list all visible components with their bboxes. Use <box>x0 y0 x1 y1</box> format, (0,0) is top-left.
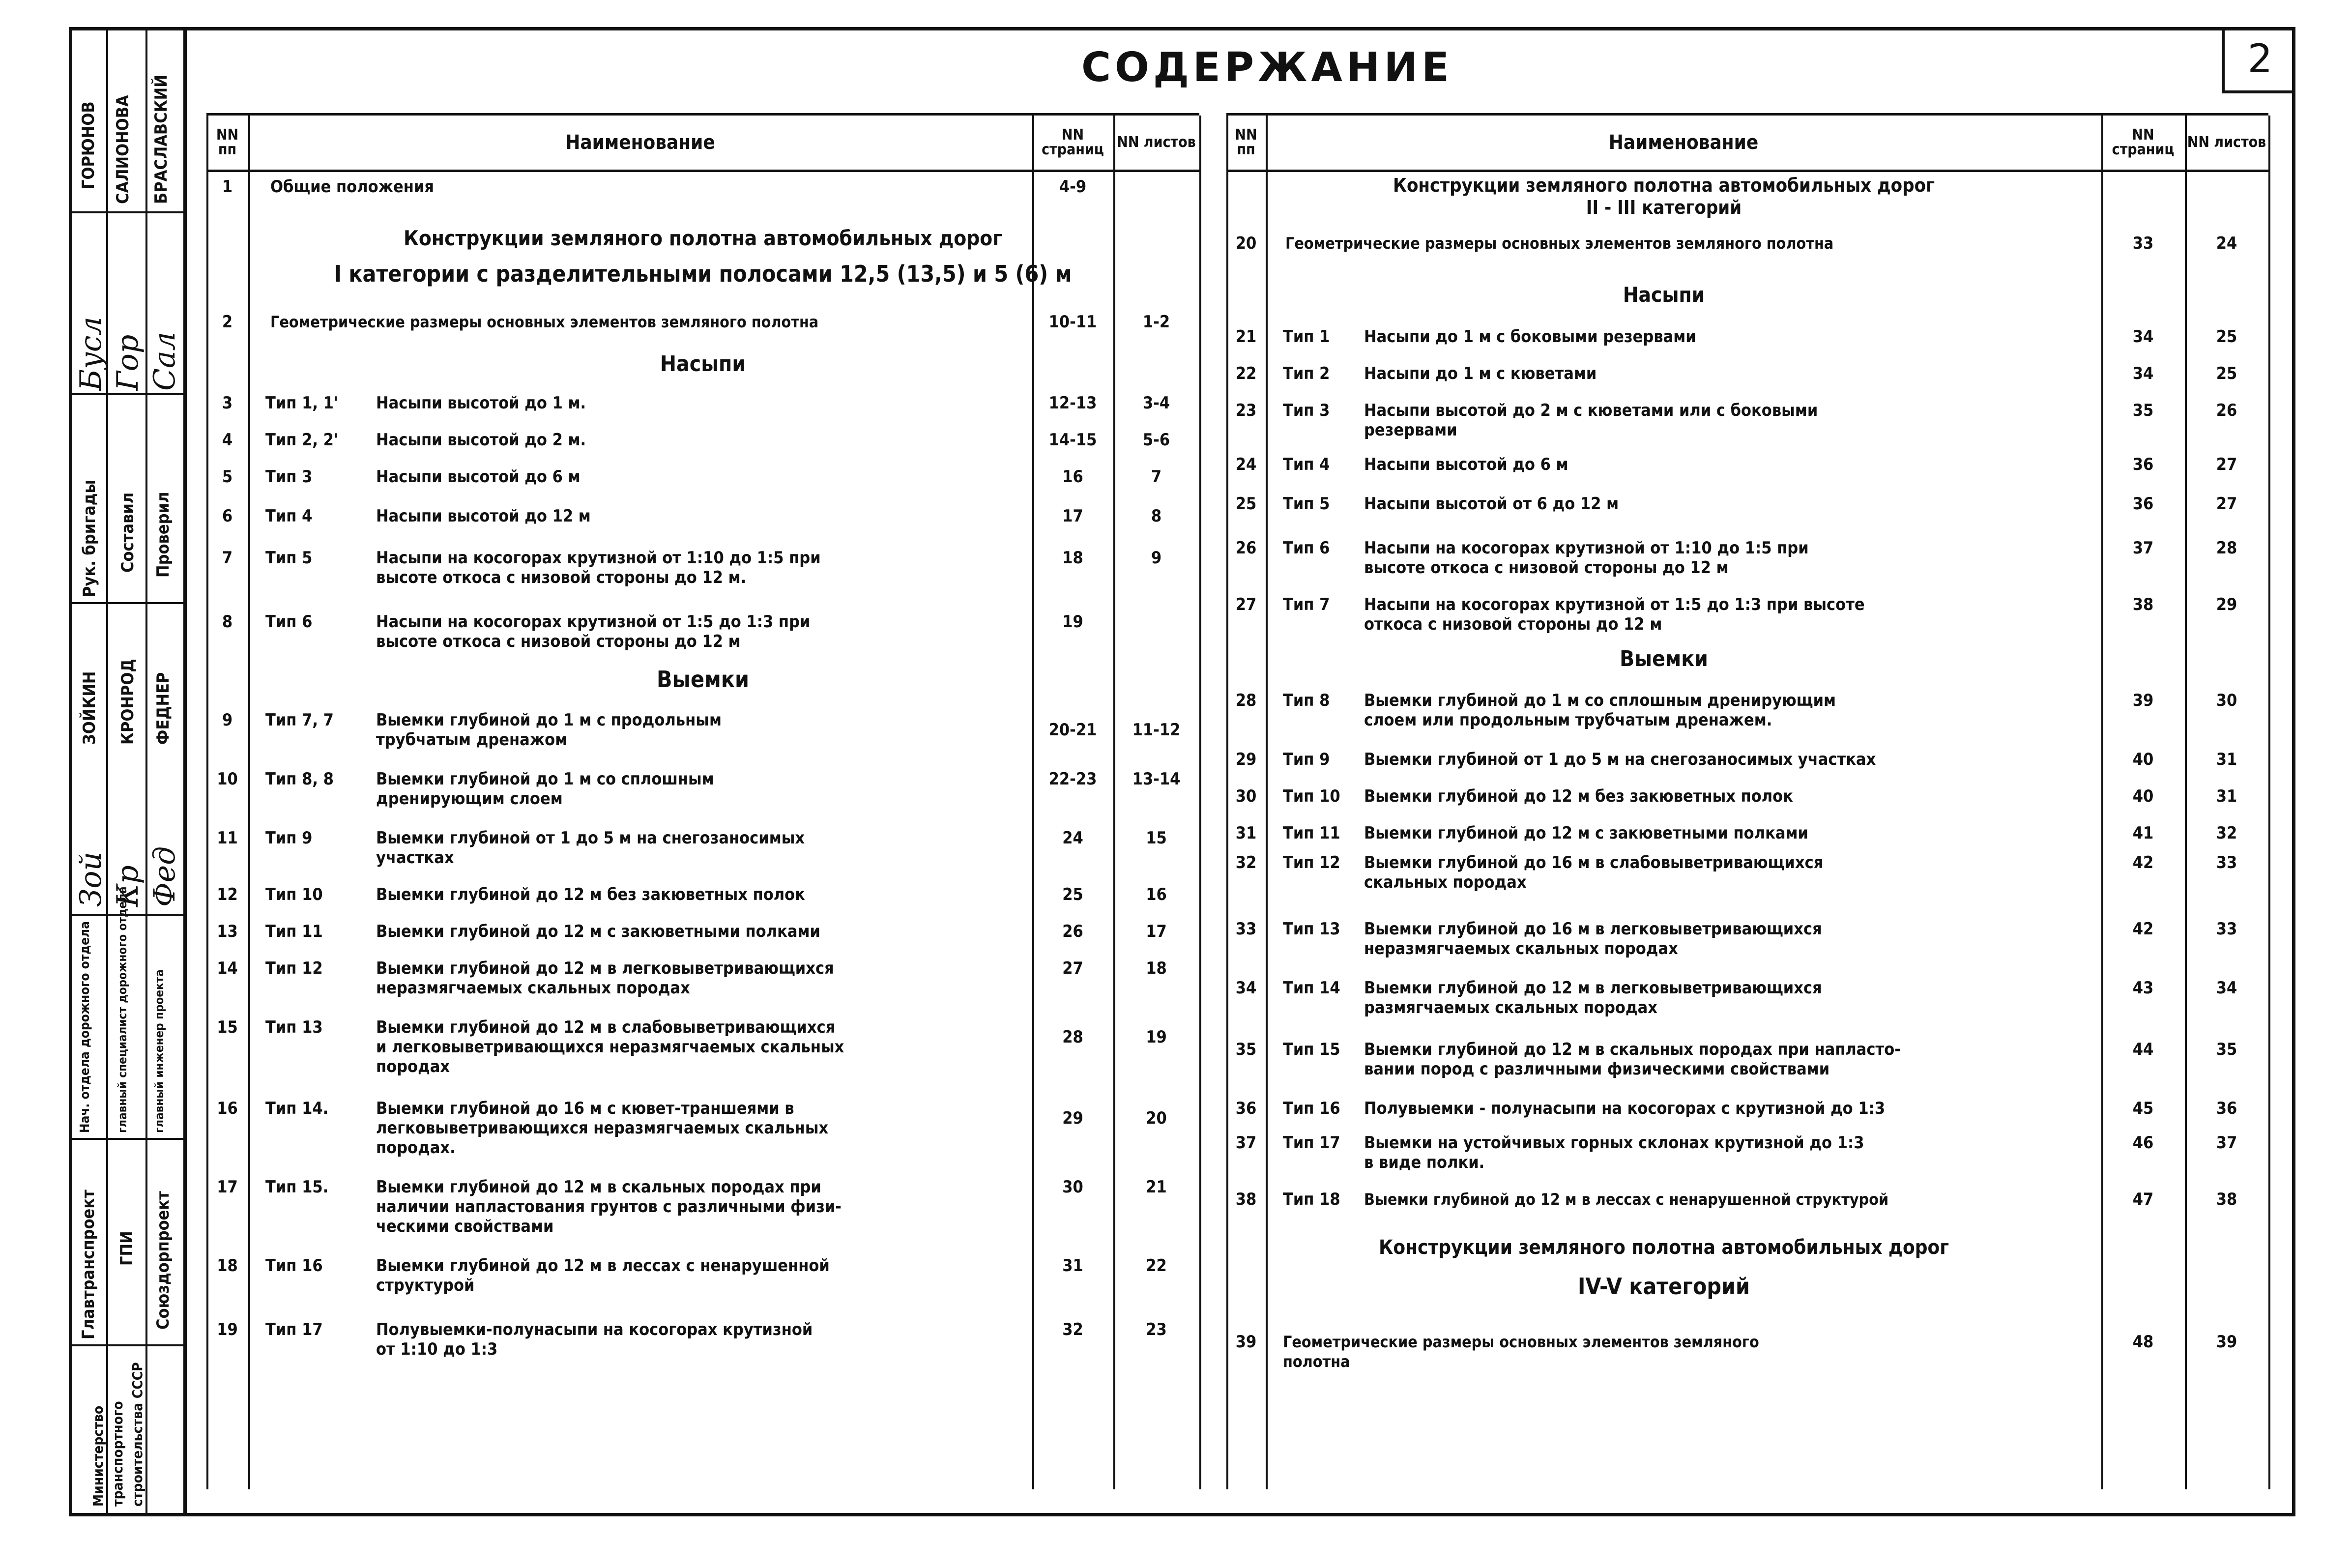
page-number: 2 <box>2222 27 2295 93</box>
contents-table-right: NN пп Наименование NN страниц NN листов Конструкции земляного полотна автомобильных дорог II - III категорий 20 Геометрические размеры основных элементов земляного полотна 33 24 Насыпи 21 Тип 1 Насыпи до 1 м с боковыми резервами 34 25 22 Тип 2 Насыпи до 1 м с кюветами 34 25 23 Тип 3 Насыпи высотой до 2 м с кюветами или с боковыми резервами 35 26 24 Тип 4 Насыпи высотой до 6 м 36 27 25 Тип 5 Насыпи высотой от 6 до 12 м 36 27 26 Тип 6 Насыпи на косогорах крутизной от 1:10 до 1:5 при высоте откоса с низовой стороны до 12 м 37 28 27 Тип 7 Насыпи на косогорах крутизной от 1:5 до 1:3 при высоте откоса с низовой стороны до 12 м 38 29 Выемки 28 Тип 8 Выемки глубиной до 1 м со сплошным дренирующим слоем или продольным трубчатым дренажем. 39 30 29 Тип 9 Выемки глубиной от 1 до 5 м на снегозаносимых участках 40 31 30 Тип 10 Выемки глубиной до 12 м без закюветных полок 40 31 31 Тип 11 Выемки глубиной до 12 м с закюветными полками 41 32 32 Тип 12 Выемки глубиной до 16 м в слабовыветривающихся скальных породах 42 33 33 Тип 13 Выемки глубиной до 16 м в легковыветривающихся неразмягчаемых скальных породах 42 33 34 Тип 14 Выемки глубиной до 12 м в легковыветривающихся размягчаемых скальных породах 43 34 35 Тип 15 Выемки глубиной до 12 м в скальных породах при напласто- вании пород с различными физическими свойствами 44 35 36 Тип 16 Полувыемки - полунасыпи на косогорах с крутизной до 1:3 45 36 37 Тип 17 Выемки на устойчивых горных склонах крутизной до 1:3 в виде полки. 46 37 38 Тип 18 Выемки глубиной до 12 м в лессах с ненарушенной структурой 47 38 Конструкции земляного полотна автомобильных дорог IV-V категорий 39 Геометрические размеры основных элементов земляного полотна 48 39 <box>1226 113 2268 1489</box>
section-heading: Конструкции земляного полотна автомобильных дорог <box>1393 174 1935 196</box>
name-salionova: САЛИОНОВА <box>113 95 133 204</box>
org-ministry: Министерство транспортного строительства СССР <box>90 1362 145 1507</box>
section-heading: Выемки <box>657 666 749 693</box>
signature-3: Сал <box>147 332 182 391</box>
header-sheets: NN листов <box>1117 134 1196 151</box>
role-dept-head: Нач. отдела дорожного отдела <box>78 921 92 1133</box>
signature-1: Бусл <box>74 317 108 391</box>
header-name: Наименование <box>1608 131 1759 154</box>
header-num: NN пп <box>1235 126 1257 158</box>
header-name: Наименование <box>565 131 715 154</box>
header-num: NN пп <box>216 126 239 158</box>
signature-2: Гор <box>111 334 145 391</box>
section-heading: Конструкции земляного полотна автомобильных дорог <box>404 226 1002 250</box>
name-goryunov: ГОРЮНОВ <box>79 101 98 189</box>
signature-6: Фед <box>147 846 182 907</box>
name-fedner: ФЕДНЕР <box>153 672 173 745</box>
role-compiled: Составил <box>118 492 138 573</box>
name-braslavsky: БРАСЛАВСКИЙ <box>151 75 171 204</box>
org-gpi: ГПИ <box>117 1231 137 1266</box>
name-kronrod: КРОНРОД <box>118 659 138 745</box>
role-chief-specialist: главный специалист дорожного отдела <box>116 886 129 1133</box>
contents-table-left: NN пп Наименование NN страниц NN листов 1 Общие положения 4-9 Конструкции земляного полотна автомобильных дорог I категории с разделительными полосами 12,5 (13,5) и 5 (6) м 2 Геометрические размеры основных элементов земляного полотна 10-11 1-2 Насыпи 3 Тип 1, 1' Насыпи высотой до 1 м. 12-13 3-4 4 Тип 2, 2' Насыпи высотой до 2 м. 14-15 5-6 5 Тип 3 Насыпи высотой до 6 м 16 7 6 Тип 4 Насыпи высотой до 12 м 17 8 7 Тип 5 Насыпи на косогорах крутизной от 1:10 до 1:5 при высоте откоса с низовой стороны до 12 м. 18 9 8 Тип 6 Насыпи на косогорах крутизной от 1:5 до 1:3 при высоте откоса с низовой стороны до 12 м 19 Выемки 9 Тип 7, 7 Выемки глубиной до 1 м с продольным трубчатым дренажом 20-21 11-12 10 Тип 8, 8 Выемки глубиной до 1 м со сплошным дренирующим слоем 22-23 13-14 11 Тип 9 Выемки глубиной от 1 до 5 м на снегозаносимых участках 24 15 12 Тип 10 Выемки глубиной до 12 м без закюветных полок 25 16 13 Тип 11 Выемки глубиной до 12 м с закюветными полками 26 17 14 Тип 12 Выемки глубиной до 12 м в легковыветривающихся неразмягчаемых скальных породах 27 18 15 Тип 13 Выемки глубиной до 12 м в слабовыветривающихся и легковыветривающихся неразмягчаемых скальных породах 28 19 16 Тип 14. Выемки глубиной до 16 м с кювет-траншеями в легковыветривающихся неразмягчаемых скальных породах. 29 20 17 Тип 15. Выемки глубиной до 12 м в скальных породах при наличии напластования грунтов с различными физи- ческими свойствами 30 21 18 Тип 16 Выемки глубиной до 12 м в лессах с ненарушенной структурой 31 22 19 Тип 17 Полувыемки-полунасыпи на косогорах крутизной от 1:10 до 1:3 32 23 <box>206 113 1199 1489</box>
signature-4: Зой <box>74 851 108 907</box>
name-zoykin: ЗОЙКИН <box>80 671 99 745</box>
section-heading: IV-V категорий <box>1577 1273 1750 1300</box>
header-pages: NN страниц <box>1042 126 1104 158</box>
org-glavtransproekt: Главтранспроект <box>79 1190 98 1339</box>
section-heading: Насыпи <box>1623 283 1705 307</box>
org-soyuzdorproekt: Союздорпроект <box>153 1191 173 1330</box>
section-heading: I категории с разделительными полосами 12,5 (13,5) и 5 (6) м <box>334 261 1072 287</box>
section-heading: Конструкции земляного полотна автомобильных дорог <box>1379 1236 1949 1259</box>
role-checked: Проверил <box>153 492 173 578</box>
role-brigade-head: Рук. бригады <box>80 479 99 597</box>
section-heading: Выемки <box>1620 646 1708 671</box>
role-chief-engineer: главный инженер проекта <box>152 969 166 1133</box>
page-title: СОДЕРЖАНИЕ <box>1081 44 1453 91</box>
section-heading: Насыпи <box>660 351 746 377</box>
header-pages: NN страниц <box>2112 126 2175 158</box>
title-block <box>69 27 187 1516</box>
signature-5: Кр <box>111 865 145 907</box>
header-sheets: NN листов <box>2187 134 2266 151</box>
section-heading: II - III категорий <box>1586 197 1742 218</box>
